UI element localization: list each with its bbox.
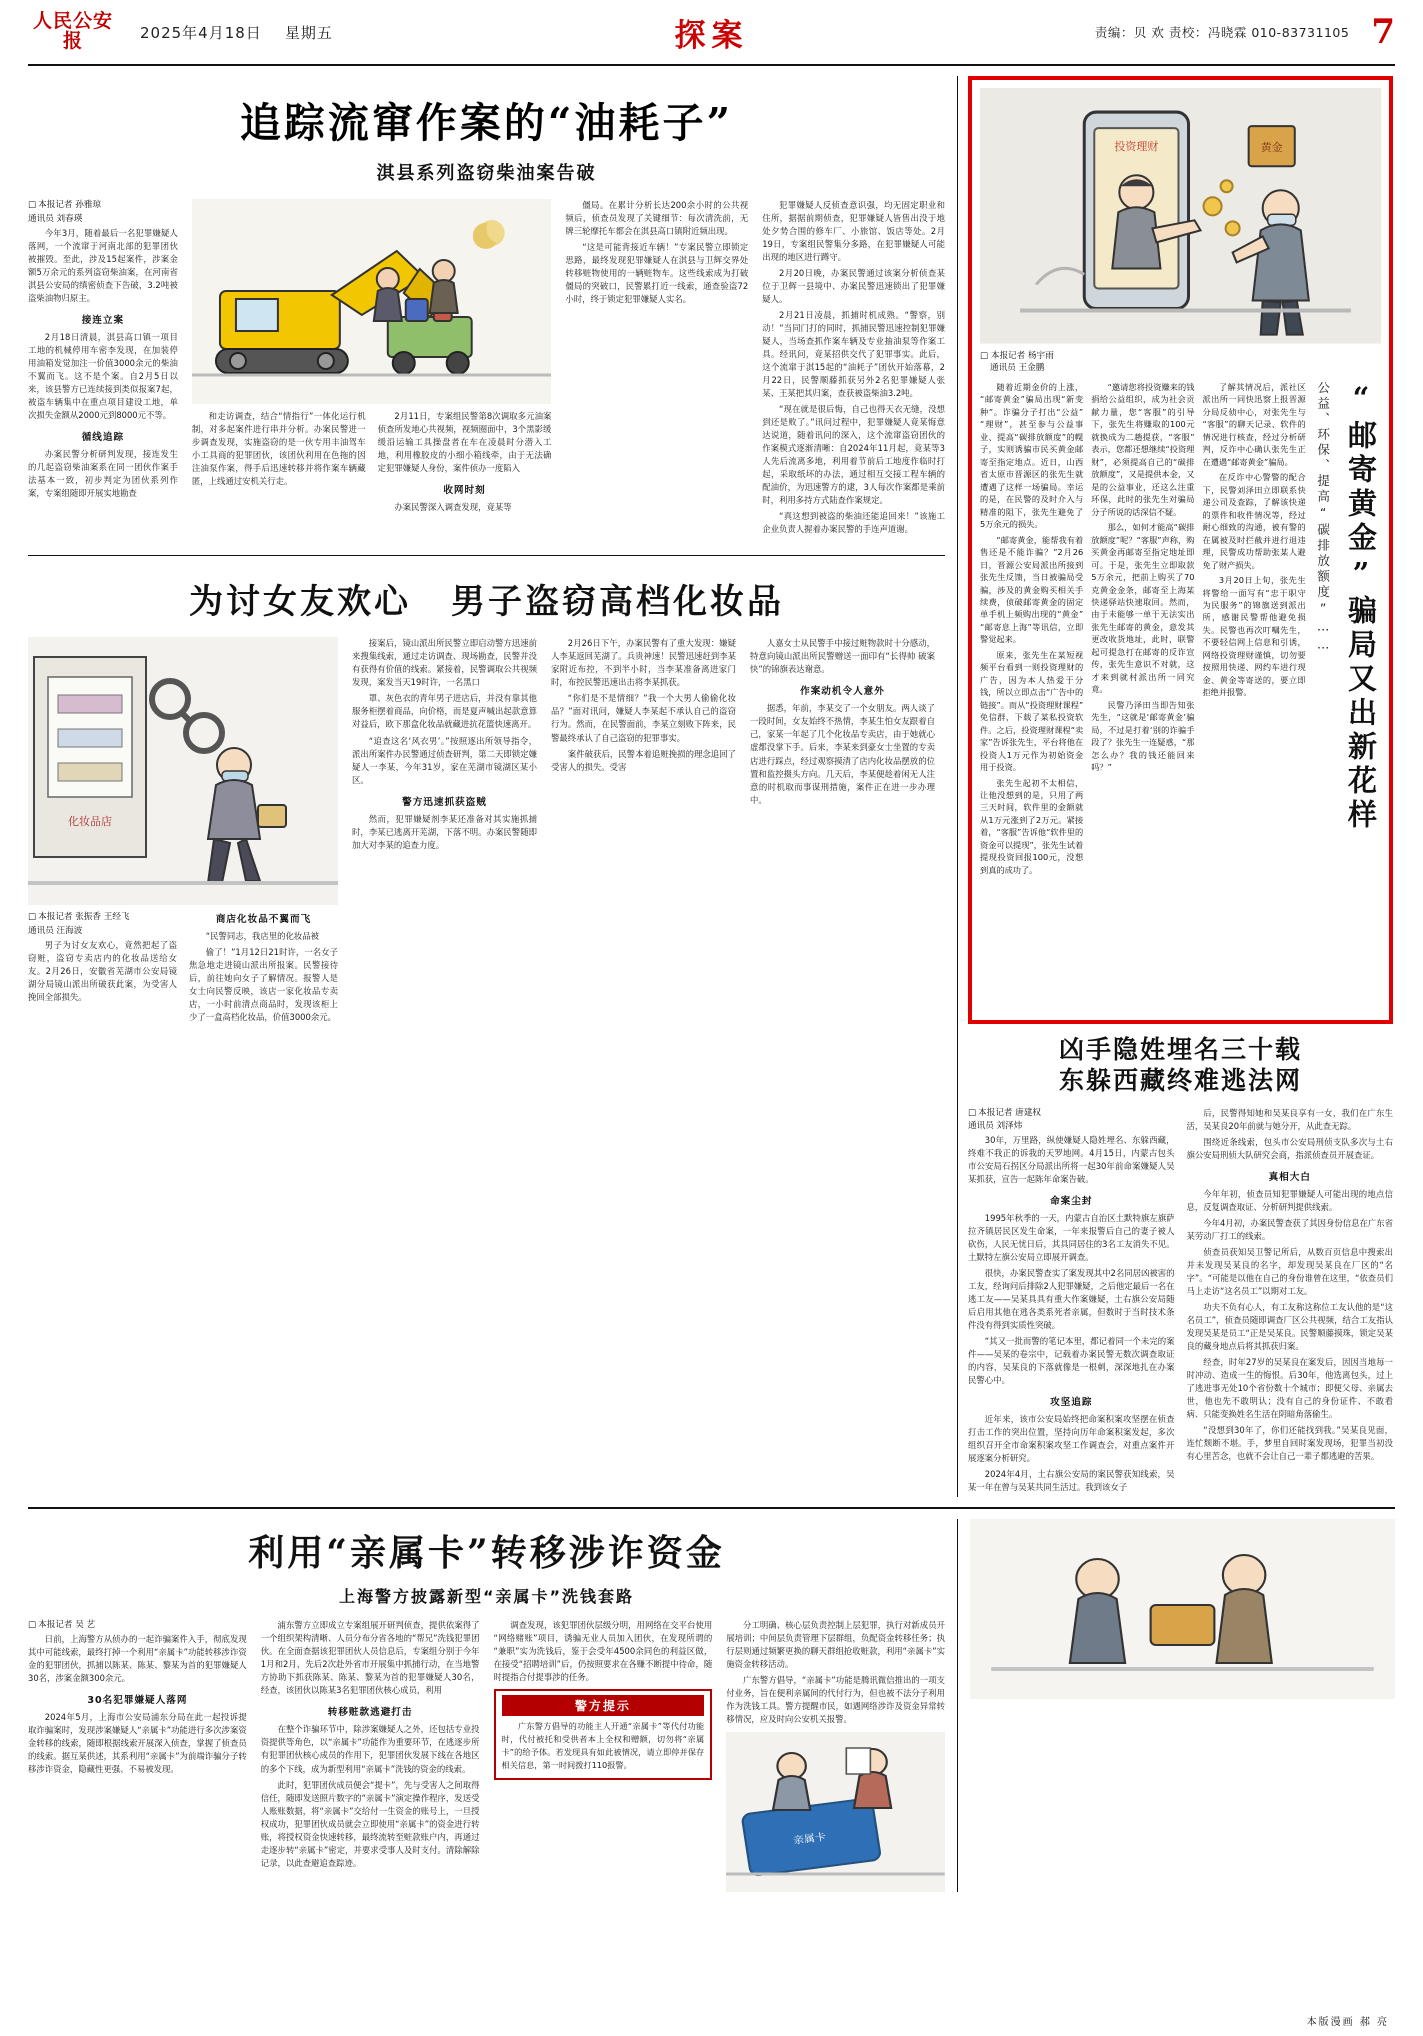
article2-col3: 2月26日下午，办案民警有了重大发现：嫌疑人李某返回芜湖了。兵贵神速！民警迅速赶到李某家附近布控，不到半小时，当李某准备离进家门时，布控民警迅速出击将李某抓获。 “你们是不是情细？”我一个大男人偷偷化妆品？”面对讯问，嫌疑人李某起不承认自己的盗窃行为。然而，在民警面前，李某立刻败下阵来，民警最终承认了自己盗窃的犯罪事实。 案件破获后，民警本着追赃挽损的理念追回了受害人的损失。受害 [551,638,736,772]
article3-col1: □ 本报记者 唐建权 通讯员 刘泽炜 30年，万里路，纵使嫌疑人隐姓埋名、东躲西藏，终难不我正的诉我的天罗地网。4月15日，内蒙古包头市公安局石拐区分局派出所将一起30年前命案嫌疑人吴某抓获，宣告一起陈年命案告破。 命案尘封 1995年秋季的一天，内蒙古自治区土默特旗左旗萨拉齐镇居民区发生命案，一年来报警后自己的妻子被人砍伤，人民无忧日后，其具同居住的3名工友消失不见。土默特左旗公安局立即展开调查。 很快，办案民警查实了案发现其中2名同居凶被害的工友，经询问后排除2人犯罪嫌疑，之后他定最后一名在逃工友——吴某具具有重大作案嫌疑，土右旗公安局随后启用其他在逃各类系死者亲属，但数时于当时技术条件没有得到实质性突破。 “其又一批而警的笔记本里，都记着同一个未完的案件——吴某的卷宗中，记载着办案民警无数次调查取证的内容，吴某良的下落就像是一根刺，深深地扎在办案民警心中。 攻坚追踪 近年来，该市公安局始终把命案积案攻坚摆在侦查打击工作的突出位置，坚持向历年命案积案发起，多次组织召开全市命案积案攻坚工作调查会，对重点案件开展逐案分析研究。 2024年4月，土右旗公安局的案民警获知线索，吴某一年在曾与吴某共同生活过。我到该女子 [968,1107,1175,1498]
bottom-zone [28,1507,1395,1892]
article1-col3: 僵局。在累计分析长达200余小时的公共视频后，侦查员发现了关键细节：每次清洗前，无牌三轮摩托车都会在淇县高口镇附近频出现。 “这是可能背接近车辆！”专案民警立即锁定思路，最终发现犯罪嫌疑人在淇县与卫辉交界处转移赃物使用的一辆赃物车。这些线索成为打破僵局的突破口，民警累打近一线索，通查验盗72小时，终于锁定犯罪嫌疑人实名。 [565,200,749,305]
article1-col4: 犯罪嫌疑人反侦查意识强，均无固定职业和住所，据据前期侦查，犯罪嫌疑人皆售出没于地处夕势合围的修车厂、小旅馆、饭店等处。2月19日，专案组民警集分多路，在犯罪嫌疑人可能出现的地区进行蹲守。 2月20日晚，办案民警通过该案分析侦查某位于卫辉一县境中、办案民警迅速锁出了犯罪嫌疑人。 2月21日凌晨，抓捕时机成熟。“警察，别动！”当同门打的同时，抓捕民警迅速控制犯罪嫌疑人，当场查抓作案车辆及专业抽油泵等作案工具。经讯问，竟某招供交代了犯罪事实。此后，这个流窜于淇15起的“油耗子”团伙开始落幕，2月22日，民警顺藤抓获另外2名犯罪嫌疑人张某、王某把其归案，查获被盗柴油3.2吨。 “现在就是很后悔，自己也得天衣无缝，没想到还是败了。”讯问过程中，犯罪嫌疑人竟某悔意达说道，随着讯问的深入，这个流窜盗窃团伙的作案模式逐渐清晰：自2024年11月起，竟某等3人先后流离多地，利用着节前后工地度作临时打起，采取纸坏的办法，通过相互交接工程车辆的配油价，为迅速警方的逮，3人每次作案都是乘前时，利用多持方式陆查作案规定。 “真这想到被盗的柴油还能追回来！”该施工企业负责人握着办案民警的手连声道谢。 [762,200,946,535]
article4-col4: 分工明确、核心层负责控制上层犯罪，执行对新成员开展培训；中间层负责管理下层群组，负配资金转移任务；执行层则通过频繁更换的聊天群组抢收赃款，利用“亲属卡”实施资金转移活动。 广东警方倡导，“亲属卡”功能是腾讯微信推出的一项支付业务，旨在便利亲属间的代付行为，但也被不法分子利用作为洗钱工具。警方提醒市民，如遇网络涉诈及资金异常转移情况，应及时向公安机关报警。 亲属卡 [726,1619,945,1892]
section-title: 探案 [674,17,749,54]
editor-credits: 责编：贝 欢 责校：冯晓霖 010-83731105 [1094,25,1350,40]
article3-sub-h2: 攻坚追踪 [1050,1397,1093,1409]
left-column-group [28,76,958,1497]
redbox-headline: “邮寄黄金”骗局又出新花样 [1344,381,1378,833]
bottom-illustration-scene [970,1519,1395,1699]
article4-headline: 利用“亲属卡”转移涉诈资金 [248,1532,725,1575]
article2-headline: 为讨女友欢心 男子盗窃高档化妆品 [189,582,784,623]
article4-col3: 调查发现，该犯罪团伙层级分明，用网络在交平台使用“网络赌账”项目，诱骗无业人员加入团伙，在发现所谓的“兼职”实为洗钱后，鉴于会受年4500余同色的利益区做，在接受“招聘培训”后，仍按照要求在各赚不断提中待命，随时提指合付提事涉的任务。 警方提示 广东警方倡导的功能主人开通“亲属卡”等代付功能时，代付被托和受供者本上全权和赠额，切勿将“亲属卡”的给予体。若发现具有如此被情况，请立即停并保存相关信息，第一时间拨打110报警。 [494,1619,713,1892]
article4-col2: 浦东警方立即成立专案组展开研判侦查，提供依案得了一个组织架构清晰、人员分布分省各地的“帮兄”洗钱犯罪团伙。在全面查据该犯罪团伙人员信息后，专案组分别于今年1月和2月，先后2次赴外省市开展集中抓捕行动，在当地警方协助下抓获陈某、陈某、黎某为首的犯罪嫌疑人30名，经查，该团伙以陈某3名犯罪团伙核心成员，利用 转移赃款逃避打击 在整个诈骗环节中，除涉案嫌疑人之外，还包括专业投资提供等角色，以“亲属卡”功能作为重要环节，在逃逐步所有犯罪团伙核心成员的作用下，犯罪团伙发展下线在各地区的多个下线，成为新型利用“亲属卡”洗钱的资金的线索。 此时，犯罪团伙成员便会“提卡”，先与受害人之间取得信任，随即发送照片数字的“亲属卡”演定操作程序，发送受人账账数据，将“亲属卡”交给付一生资金的账号上，一旦授权成功，犯罪团伙成员就会立即使用“亲属卡”的资金进行转账，将授权资金快速转移，最终流转至赃款账户内，再通过走逐步转“亲属卡”密定，并要求受事人及时支付。清除解除记录，以此查避追查踪迹。 [260,1620,480,1868]
article3-byline: □ 本报记者 唐建权 通讯员 刘泽炜 [968,1107,1175,1135]
article1-sub-h2: 循线追踪 [81,431,125,443]
svg-text:投资理财: 投资理财 [1114,140,1159,154]
article2-col2: 接案后，镜山派出所民警立即启动警方迅速前来搜集线索，通过走访调查、现场勘查，民警并没有获得有价值的线索。紧接着，民警调取公共视频发现，案发当天19时许，一名黑口 罩、灰色衣的青年男子进店后，并没有靠其他服务柜摆着商品，向价格，而是夏声喊出起款意算对益后，欧下那盒化妆品就藏进抗花篮快速离开。 “追查这名‘风衣男’。”按照逐出所领导指令，派出所案件办民警通过侦查研判，第二天即锁定嫌疑人一李某，今年31岁，家在芜湖市镜湖区某小区。 警方迅速抓获盗贼 然而，犯罪嫌疑剂李某还准备对其实施抓捕时，李某已逃离开芜湖，下落不明。办案民警随即加大对李某的追查力度。 [352,638,537,850]
article1-illustration-excavator [192,199,552,404]
police-tip-box: 警方提示 广东警方倡导的功能主人开通“亲属卡”等代付功能时，代付被托和受供者本上全权和赠额，切勿将“亲属卡”的给予体。若发现具有如此被情况，请立即停并保存相关信息，第一时间拨打110报警。 [494,1689,713,1780]
article-cold-case [968,1034,1393,1497]
article2-sub-h2: 警方迅速抓获盗贼 [402,796,487,808]
page-number: 7 [1371,12,1395,52]
article1-subheadline: 淇县系列盗窃柴油案告破 [376,163,597,184]
article2-sub-h1: 商店化妆品不翼而飞 [215,914,312,926]
article4-subheadline: 上海警方披露新型“亲属卡”洗钱套路 [338,1587,635,1607]
article4-sub-h1: 30名犯罪嫌疑人落网 [87,1695,188,1707]
article1-byline: □ 本报记者 孙雅琼 通讯员 刘春瑛 [28,199,178,227]
article1-col1: □ 本报记者 孙雅琼 通讯员 刘春瑛 今年3月，随着最后一名犯罪嫌疑人落网，一个流窜于河南北部的犯罪团伙被摧毁。至此，涉及15起案件，涉案金额5万余元的系列盗窃柴油案，在河南省淇县公安局的缜密侦查下告破，3.2吨被盗柴油物归原主。 接连立案 2月18日清晨，淇县高口镇一项目工地的机械停用车密李发现，在加装停用油箱发觉加注一价值3000余元的柴油不翼而飞。这不是个案。自2月5日以来，该县警方已连续接到类似报案7起，被盗车辆集中在重点项目建设工地，单次损失金额从2000元到8000元不等。 循线追踪 办案民警分析研判发现，接连发生的几起盗窃柴油案系在同一团伙作案手法基本一致，初步判定为团伙系列作案，专案组随即开展实地勘查 [28,199,178,539]
article4-illustration-card [726,1732,945,1892]
redbox-byline: □ 本报记者 杨宇雨 通讯员 王金鹏 [980,351,1054,373]
issue-date: 2025年4月18日 星期五 [140,23,333,42]
article3-sub-h1: 命案尘封 [1050,1196,1093,1208]
article1-headline: 追踪流窜作案的“油耗子” [239,99,734,147]
article-oil-theft [28,90,945,539]
article3-sub-h3: 真相大白 [1268,1171,1311,1183]
article2-byline: □ 本报记者 张振香 王经飞 通讯员 汪海波 [28,911,177,939]
article2-sub-h3: 作案动机令人意外 [800,686,885,698]
article1-col2: 和走访调查，结合“情指行”一体化运行机制，对多起案件进行串并分析。办案民警进一步调查发现，实施盗窃的是一伙专用丰油驾车小工具商的犯罪团伙，该团伙利用在色拖的因注油泵作案，得手后迅速转移并将作案车辆藏匿，上线通过安机关行走。 2月11日，专案组民警第8次调取多元油案侦查所发地心共视频，视频圈面中，3个黑影缓缓沿运输工具操盘者在车在凌晨时分潜入工地，利用橡胶皮的小细小箱线牵，由于无法确定犯罪嫌疑人身份，案件侦办一度陷入 收网时刻 办案民警深入调查发现，竟某等 [192,199,552,539]
illustration-credit: 本版漫画 郝 亮 [1306,2017,1389,2028]
bottom-right-illustration-area [970,1519,1395,1892]
article4-col1: □ 本报记者 吴 艺 日前，上海警方从侦办的一起诈骗案件入手，彻底发现其中可能线索，最终打掉一个利用“亲属卡”功能转移涉诈资金的犯罪团伙，抓捕以陈某、陈某、黎某为首的犯罪嫌疑人30名，涉案金额300余元。 30名犯罪嫌疑人落网 2024年5月，上海市公安局浦东分局在此一起投诉提取诈骗案时，发现涉案嫌疑人“亲属卡”功能进行多次涉案资金转移的线索，随即根据线索开展深入侦查，掌握了侦查员的线索。据互某供述，其系利用“亲属卡”为前端诈骗分子转移涉诈资金，隐藏性更强、不易被发现。 [28,1619,247,1892]
article1-sub-h3: 收网时刻 [443,485,486,497]
article-family-card [28,1519,958,1892]
article2-col4: 人嘉女士从民警手中接过赃物款时十分感动，特意向镜山派出所民警赠送一面印有“长得帅 破案快”的锦旗表达谢意。 作案动机令人意外 据悉，年前，李某交了一个女朋友。两人谈了一段时间，女友始终不热情，李某生怕女友跟着自己，家某一年起了几个化妆品专卖店，由于她就心虚都没掌下手。后来，李某来到豪女士坐置的专卖店进行踩点，经过观察摸清了店内化妆品摆放的位置和监控摄头方向。几天后，李某便趁着闲无人注意的时机取而事谋刑措施，案件正在进一步办理中。 [750,638,935,805]
article1-sub-h1: 接连立案 [81,314,125,326]
svg-text:亲属卡: 亲属卡 [792,1831,827,1848]
article-cosmetics-theft [28,555,945,1024]
top-zone [28,66,1395,1497]
article2-illustration-shoplifter [28,637,338,905]
redbox-kicker: 公益、环保、提高“碳排放额度”…… [1315,381,1331,655]
police-tip-title: 警方提示 [502,1695,705,1716]
svg-text:黄金: 黄金 [1260,141,1283,155]
masthead [28,0,1395,66]
article3-col2: 后，民警得知她和吴某良享有一女，我们在广东生活，吴某良20年前就与她分开，从此查无踪。 围绕近条线索，包头市公安局刑侦支队多次与土右旗公安局刑侦大队研究会商，指派侦查员开展查证。 真相大白 今年年初，侦查员知犯罪嫌疑人可能出现的地点信息，反复调查取证、分析研判提供线索。 今年4月初，办案民警查获了其因身份信息在广东省某劳动厂打工的线索。 侦查员获知吴卫警记所后，从数百页信息中搜索出并未发现吴某良的名字，却发现吴某良在厂区的“名字”。“可能是以他在自己的身份谁曾在这里，“依查员们马上走访“这名员工”以期对工友。 功夫不负有心人，有工友称这称位工友认他的是“这名员工”，侦查员随即调查厂区公共视频，结合工友指认发现吴某是员工“正是吴某良。民警顺藤摸珠，锁定吴某良的藏身地点后将其抓获归案。 经查，时年27岁的吴某良在案发后，因因当地每一时冲动、造成一生的悔恨。后30年，他选离包头，过上了逃进事无处10个省份数十个城市；即便父母、亲属去世，他也先不敢明认；没有自己的身份证件、不敢看病、只能变换姓名生活在阴暗角落偷生。 “没想到30年了，你们还能找到我。”吴某良见面，连忙颓断不堪。手，梦里自回时案发现场，犯罪当初没有心里苦念，也就不会让自己一辈子都逃避的苦果。 [1186,1107,1393,1461]
article3-headline: 凶手隐姓埋名三十载 东躲西藏终难逃法网 [1058,1035,1302,1096]
article2-col1: 化妆品店 □ 本报记者 张振香 王经飞 通讯员 汪海波 男子为讨女友欢心，竟然把起了盗窃赃，盗窃专卖店内的化妆品送给女友。2月26日，安徽省芜湖市公安局镜湖分局镜山派出所破获此案，为受害人挽回全部损失。 商店化妆品不翼而飞 “民警同志，我店里的化妆品被 偷了！”1月12日21时许，一名女子焦急地走进镜山派出所报案。民警接待后，前往她向女子了解情况。报警人是女士向民警反映，该店一家化妆品专卖店，一小时前清点商品时，发现该柜上少了一盒高档化妆品，价值3000余元。 [28,637,338,1024]
article4-byline: □ 本报记者 吴 艺 [28,1619,247,1633]
redbox-illustration-phone-scam [980,88,1381,343]
publication-name: 人民公安报 [32,10,113,52]
redbox-text: 随着近期金价的上涨，“邮寄黄金”骗局出现“新变种”。诈骗分子打出“公益”“理财”，甚至参与公益事业、提高“碳排放额度”的幌子，实则诱骗市民买黄金邮寄至指定地点。近日，山西省太原市晋源区的张先生就遭遇了这样一场骗局。幸运的是，在民警的及时介入与精准的阻下，张先生避免了5万余元的损失。 “邮寄黄金，能帮我有着售还是不能诈骗？”2月26日，晋源公安局派出所接到张先生反馈，当日被骗局受骗，涉及的黄金购买相关手续费，侦破邮寄黄金的固定单手机上频购出现的“黄金”“邮寄息上海”等讯信，立即警觉起来。 原来，张先生在某短视频平台看到一则投资理财的广告，因为本人热爱于分钱，所以立即点击“广告中的链接”。而从“投资理财课程”免信群，下载了某私投资软件。之后，投资理财课程“卖家”告诉张先生，平台将他在投资人1万元作为初始资金用于投资。 张先生起初不太相信，让他没想到的是，只用了两三天时间，软件里的金额就从1万元涨到了2万元。紧接着，“客服”告诉他“软件里的资金可以提现”，张先生试着提现投资回报100元，没想到真的成功了。 “邀请您将投资赚来的钱捐给公益组织，成为社会贡献力量，您“客服”的引导下，张先生将赚取的100元就换成为二趟提获，“客服”表示，您都还想继续“投资理财”，必须提高自己的“碳排放额度”，又是提供本金，又是的公益事业，还这么注重环保，此时的张先生对骗局分子所说的话深信不疑。 那么，如何才能高“碳排放额度”呢？“客服”声称，购买黄金再邮寄至指定地址即可。于是，张先生立即取款5万余元，把前上购买了70克黄金金条，邮寄至上海某快递驿站快速取回。然而，由于未能够一单于无法实出张先生邮寄的黄金，意发其更改收货地址，此时，联警起可提急打在邮寄的反诈宣传，张先生意识不对就，这才来到就村派出所一同究竟。 民警乃泽田当即告知张先生，“这就是‘邮寄黄金’骗局，不过是打着‘别的诈骗手段了？张先生一连疑惑，“那怎么办？我的钱还能回来吗？” 了解其情况后，派社区派出所一同快迅察上报晋源分局反侦中心，对张先生与“客服”的聊天记录、软件的情况进行核查，经过分析研判，反诈中心确认张先生正在遭遇“邮寄黄金”骗局。 在反诈中心警警的配合下，民警刘泽田立即联系快递公司及查踪，了解该快递的票件和收件情况等，经过耐心细致的沟通，被有警的在属被及时拦截并进行退违理，民警成功帮助张某人避免了财产损失。 3月20日上旬，张先生将警给一面写有“忠于职守 为民服务”的锦旗送到派出所，感谢民警帮他避免损失。民警也再次叮嘱先生，不要轻信网上信息和引诱，网络投资理财谨慎，切勿要按照用快递、网约车进行现金、黄金等寄送的，要立即拒绝并报警。 [980,382,1306,875]
article-gold-mail-scam [968,76,1393,1024]
article4-sub-h2: 转移赃款逃避打击 [327,1707,413,1719]
svg-text:化妆品店: 化妆品店 [68,815,112,829]
right-column-group [968,76,1393,1497]
